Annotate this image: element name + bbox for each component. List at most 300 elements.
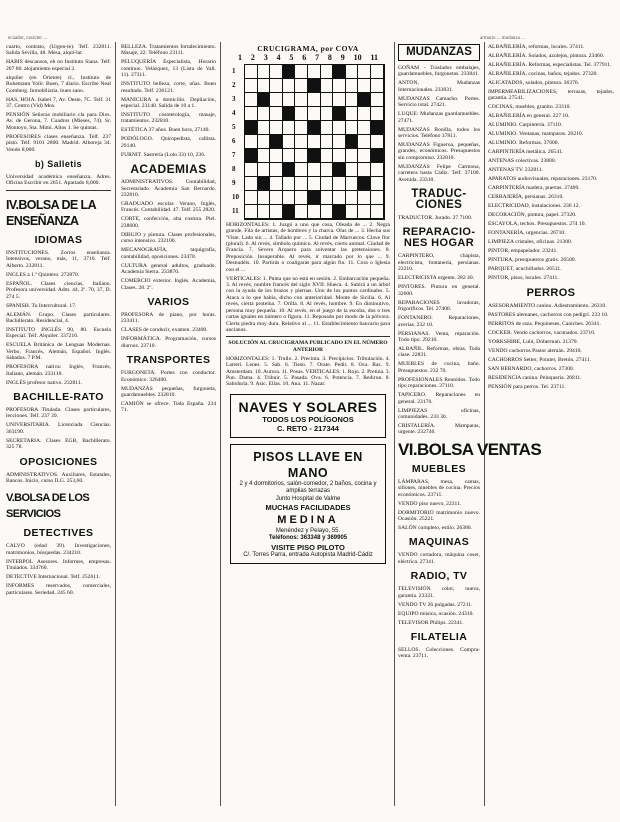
category-reparaciones: REPARACIO-NES HOGAR: [402, 226, 476, 250]
crossword-cell: [333, 149, 346, 163]
crossword-cell: [371, 93, 384, 107]
crossword-verticales: VERTICALES: 1. Punta que no está en sesión. 2. Embarcación pequeña. 3. Al revés, nombre francés del siglo XVII. Hueca. 4. Subirá a un árbol con la ayuda de los brazos y piernas. Uno de los puntos cardinales. 5. Ataca a lo que había, dicho con anterioridad. Monte de Sicilia. 6. Al revés, cierta proteína. 7. Orilla. 8. Al revés, hombre. 9. En diminutivo, persona muy pequeña. 10. Al revés, en el juego de la escoba, dos o tres cartas iguales en número o figura. 11. Reposado por modo de la pólvora. Cierta piedra muy dura. Relativo al ... 11. Establecimiento bancario para ancianos.: [226, 275, 390, 333]
crossword-cell: [308, 177, 321, 191]
column-rule: [394, 42, 395, 806]
crossword-black-cell: [258, 177, 271, 191]
crossword-cell: [371, 191, 384, 205]
crossword-row-number: 7: [232, 150, 236, 159]
crossword-row-number: 5: [232, 122, 236, 131]
crossword-cell: [245, 205, 258, 219]
classified-ad: APARATOS audiovisuales, reparaciones. 23170.: [488, 176, 598, 183]
classified-ad: PELUQUERÍA Especialista, Horario continuo. Velázquez, 13 (Lista de Vall. 11). 27311.: [121, 59, 216, 79]
crossword-row-numbers: [232, 64, 242, 218]
classified-ad: INSTITUTO cosmetología, masaje, tratamientos. 232810.: [121, 112, 216, 125]
crossword-column-number: 11: [370, 53, 378, 63]
classified-ad: ALICATADOS, solados, pintura. 36370.: [488, 80, 580, 86]
crossword-black-cell: [283, 65, 296, 79]
classified-ad: FONTANERO. Reparaciones, averías. 232 10.: [398, 315, 480, 328]
crossword-cell: [258, 205, 271, 219]
classified-ad: DORMITORIO matrimonio nuevo. Ocasión. 25221.: [398, 509, 480, 522]
crossword-horizontales: HORIZONTALES: 1. Juzgó a uno que cosa, Oleada de ... 2. Negra grande. Fila de artistas, de hombres y la charca. Olas de ... 3. Hecha sus 'Viste. Lado sin ... 4. Tallado por ... 5. Ciudad de Marruecos. Clave flor (plural). 6. Al revés, símbolo químico. Al revés, cierto animal. Ciudad de Francia. 7. Severo Arquero para solventar las pretensiones. 8. Preposición. Insuperable. Al revés, ir marcado por lo que ... 9. Desnudéis. 10. Partirás o coaligarás para algún fin. 11. Cora o Iglesia con el ...: [226, 221, 390, 273]
classified-ad: PROFESORA de piano, por horas. 233411.: [121, 311, 216, 325]
column-rule: [484, 42, 485, 806]
classified-ad: CACHORROS Setter, Pointer, Bretón. 27411.: [488, 356, 592, 363]
classified-ad: GOÑAM - Traslados embalajes, guardamuebles, furgonetas. 233841.: [398, 65, 480, 78]
column-rule: [220, 42, 221, 806]
crossword-cell: [295, 149, 308, 163]
classified-ad: MUDANZAS pequeñas, furgoneta, guardamuebles. 232810.: [121, 385, 216, 398]
category-perros: PERROS: [526, 286, 576, 299]
crossword-black-cell: [333, 65, 346, 79]
category-detectives: DETECTIVES: [23, 527, 94, 540]
crossword-cell: [321, 149, 334, 163]
crossword-row-number: 2: [232, 80, 236, 89]
classified-ad: ESCUELA Británica de Lenguas Modernas. Verbo, Francés, Alemán, Español. Inglés. Sábados. 7 P.M.: [6, 342, 111, 362]
crossword-cell: [358, 205, 371, 219]
classified-ad: PROFESORES clases enseñanza. Telf. 237 pisto. Telf. 9101 2800. Madrid. Alboreja 34. Vendo 8,000.: [6, 133, 111, 153]
crossword-cell: [346, 191, 359, 205]
crossword-row-number: 6: [232, 136, 236, 145]
classified-ad: TAPICERO. Reparaciones en general. 23170.: [398, 392, 480, 405]
crossword-cell: [371, 163, 384, 177]
classified-ad: PROFESORA nativa: Inglés, Francés, Italiano, alemán. 233110.: [6, 364, 111, 377]
classified-ad: SELLOS. Colecciones. Compra-venta. 23711.: [398, 647, 480, 660]
section-heading-servicios: V.BOLSA DE LOS SERVICIOS: [6, 492, 90, 521]
crossword-cell: [358, 79, 371, 93]
classified-ad: DIBUJO y pintura. Clases profesionales, curso intensivo. 232100.: [121, 231, 216, 245]
crossword-cell: [333, 121, 346, 135]
classified-ad: CAMIÓN se ofrece. Toda España. 234 71.: [121, 400, 216, 414]
classified-ad: MUEBLES de cocina, baño. Presupuestos. 232 70.: [398, 361, 480, 374]
crossword-black-cell: [346, 135, 359, 149]
classified-ad: CRISTALERÍA. Mamparas, urgente. 232746.: [398, 422, 480, 436]
crossword-cell: [346, 121, 359, 135]
crossword-row-number: 1: [232, 66, 236, 75]
crossword-black-cell: [245, 121, 258, 135]
ad-line: 2 y 4 dormitorios, salón-comedor, 2 baños, cocina y amplias terrazas: [239, 480, 377, 495]
category-academias: ACADEMIAS: [130, 162, 207, 177]
crossword-black-cell: [333, 107, 346, 121]
classified-ad: ALBAÑILERÍA. Solados, azulejos, pintura. 23460.: [488, 53, 605, 59]
crossword-cell: [333, 93, 346, 107]
crossword-cell: [245, 79, 258, 93]
crossword-black-cell: [258, 93, 271, 107]
crossword-cell: [333, 191, 346, 205]
category-mudanzas: MUDANZAS: [398, 44, 480, 61]
classified-ad: PODÓLOGO. Quiropedista, callista. 29140.: [121, 136, 216, 149]
crossword-cell: [283, 149, 296, 163]
crossword-cell: [308, 163, 321, 177]
classified-ad: INSTITUTO INGLÉS 90, 80. Escuela Especial. Telf. Alquiler. 337210.: [6, 326, 111, 340]
classified-ad: YORKSHIRE, Lulú, Dóberman. 21370.: [488, 338, 578, 345]
crossword-cell: [371, 79, 384, 93]
column-1: [6, 44, 111, 808]
crossword-cell: [258, 149, 271, 163]
crossword-column-number: 1: [238, 53, 242, 63]
crossword-cell: [283, 121, 296, 135]
ad-address: Menéndez y Pelayo, 55.: [275, 527, 341, 534]
classified-ad: REPARACIONES lavadoras, frigoríficos. Tel. 27400.: [398, 299, 480, 313]
crossword-cell: [258, 163, 271, 177]
crossword-black-cell: [308, 149, 321, 163]
crossword-cell: [283, 79, 296, 93]
category-radio-tv: RADIO, TV: [410, 570, 468, 583]
crossword-cell: [270, 79, 283, 93]
classified-ad: COCINAS, muebles, granito. 23310.: [488, 104, 571, 111]
crossword-cell: [346, 149, 359, 163]
classified-ad: COMERCIO exterior. Inglés. Academia, Clases. 28. 2º.: [121, 278, 216, 291]
crossword-row-number: 4: [232, 108, 236, 117]
crossword-cell: [346, 163, 359, 177]
crossword-cell: [358, 163, 371, 177]
classified-ad: ANTENAS TV. 232811.: [488, 167, 543, 174]
crossword-cell: [346, 205, 359, 219]
header-strip-left: ecuador, carácter ...: [8, 36, 47, 41]
column-4: [488, 44, 614, 808]
ad-pisos-llave: [230, 444, 386, 564]
crossword-black-cell: [371, 149, 384, 163]
crossword-cell: [258, 121, 271, 135]
classified-ad: PENSIÓN para perros. Tel. 23711.: [488, 383, 566, 390]
crossword-grid-area: [232, 64, 384, 222]
category-oposiciones: OPOSICIONES: [19, 455, 98, 468]
classified-ad: FURNIT. Sastrería (Lolo 33) 10, 236.: [121, 151, 206, 158]
crossword-grid: [244, 64, 385, 220]
ad-line: TODOS LOS POLÍGONOS: [262, 414, 354, 424]
crossword-cell: [358, 135, 371, 149]
category-filatelia: FILATELIA: [410, 631, 468, 643]
classified-ad: PASTORES alemanes, cachorros con pedigrí. 233 10.: [488, 311, 609, 318]
category-varios: VARIOS: [147, 295, 190, 308]
divider: [6, 190, 111, 191]
crossword-cell: [270, 65, 283, 79]
crossword-black-cell: [358, 93, 371, 107]
section-heading-ventas: VI.BOLSA VENTAS: [398, 439, 542, 459]
crossword-cell: [308, 107, 321, 121]
classified-ad: PERRITOS de raza. Pequineses, Caniches. 26341.: [488, 320, 601, 327]
crossword-black-cell: [308, 79, 321, 93]
classified-ad: ALBAÑILERÍA. Reformas, especialistas. Tel. 377911.: [488, 62, 612, 68]
header-strip-right: armario ... mudanza ...: [480, 36, 525, 41]
classified-ad: ALUMINIO. Carpintería. 37110.: [488, 122, 563, 129]
crossword-cell: [283, 191, 296, 205]
crossword-row-number: 3: [232, 94, 236, 103]
crossword-cell: [270, 205, 283, 219]
crossword-cell: [321, 163, 334, 177]
classified-ad: ESCAYOLA, techos. Presupuestos. 274 10.: [488, 221, 586, 228]
crossword-cell: [358, 191, 371, 205]
crossword-cell: [346, 65, 359, 79]
crossword-cell: [245, 135, 258, 149]
classified-ad: GRADUADO escolar. Verano, Inglés, Francés. Contabilidad. 47. Telf. 255 2820.: [121, 201, 216, 214]
crossword-column-number: 7: [315, 53, 320, 63]
crossword-column-number: 8: [327, 53, 332, 63]
classified-ad: MUDANZAS Figueroa, pequeñas, grandes, económicos. Presupuestos sin compromiso. 232810.: [398, 142, 480, 161]
crossword-cell: [358, 65, 371, 79]
classified-ad: ALBAÑIL. Reformas, obras. Toda clase. 22831.: [398, 345, 480, 359]
crossword-cell: [358, 149, 371, 163]
crossword-row-number: 9: [232, 178, 236, 187]
crossword-title: CRUCIGRAMA, por COVA: [257, 44, 359, 53]
classified-ad: INTERPOL Asesores. Informes, empresas. Titulados. 334760.: [6, 558, 111, 572]
classified-ad: cuarto, contrato, (Urgen-te). Telf. 232811. Salida Sevilla, 48. Mesa, alqui-lar.: [6, 44, 111, 57]
crossword-cell: [371, 135, 384, 149]
classified-ad: DETECTIVE Internacional. Telf. 252611.: [6, 574, 101, 581]
crossword-cell: [371, 177, 384, 191]
classified-ad: HAS, HOJA. Isabel 7, Av. Oeste, 7C. Telf. 31 37. Centro (Vid) Mos.: [6, 96, 111, 110]
classified-ad: ELECTRICISTA urgente. 282 40.: [398, 275, 475, 282]
classified-ad: VENDO piso nuevo, 22311.: [398, 500, 462, 507]
crossword-column-number: 2: [250, 53, 255, 63]
crossword-cell: [321, 135, 334, 149]
classified-ad: PROFESORA Titulada. Clases particulares, lecciones. Telf. 237 39.: [6, 406, 111, 420]
crossword-cell: [358, 107, 371, 121]
classified-ad: MUDANZAS Bonilla, todos los servicios. Teléfono 37811.: [398, 126, 480, 140]
crossword-row-number: 10: [232, 192, 239, 201]
crossword-black-cell: [283, 205, 296, 219]
classified-ad: VENDO cortadora, máquina coser, eléctrica. 27341.: [398, 552, 480, 565]
column-center: [226, 44, 390, 808]
classified-ad: SALÓN completo, estilo. 26380.: [398, 524, 472, 531]
classified-ad: CERRAJERÍA, persianas. 26310.: [488, 194, 564, 201]
crossword-cell: [295, 79, 308, 93]
ad-line: MUCHAS FACILIDADES: [265, 502, 351, 512]
crossword-cell: [308, 205, 321, 219]
classified-ad: ESPAÑOL. Clases ciencias, Italiano. Profesora universidad. Adm. 44, 2º. 70, 37, D. 274 5.: [6, 280, 111, 300]
classified-ad: ALBAÑILERÍA en general. 227 10.: [488, 113, 570, 120]
ad-line: C/. Torres Parra, entrada Autopista Madrid-Cádiz: [243, 551, 373, 558]
ad-phone: Teléfonos: 363348 y 369905: [268, 535, 348, 542]
classified-ad: alquiler (en Oriente) cl., Instituto de Ruhemann Yolir. Buen, 7 diario. Escribe Neal Gomberg. Inmobiliaria. buen sano.: [6, 74, 111, 94]
crossword-cell: [245, 191, 258, 205]
crossword-column-number: 10: [353, 53, 362, 63]
classified-ad: TRADUCTOR. Jurado. 27 7100.: [398, 215, 473, 222]
classified-ad: SPANISH. Tu Intercultural. 17.: [6, 302, 77, 309]
crossword-cell: [283, 177, 296, 191]
classified-ad: MUDANZAS Felipe Carmona, carretera hasta Cádiz. Telf. 37100. Avenida. 23310.: [398, 163, 480, 183]
crossword-cell: [258, 79, 271, 93]
crossword-cell: [346, 107, 359, 121]
crossword-cell: [333, 177, 346, 191]
classified-ad: FONTANERÍA, urgencias. 26710.: [488, 230, 566, 237]
crossword-cell: [245, 65, 258, 79]
classified-ad: FURGONETA. Portes con conductor. Económico. 326400.: [121, 370, 216, 383]
crossword-cell: [245, 107, 258, 121]
subsection-heading: b) Salletis: [35, 159, 82, 170]
classified-ad: ASESORAMIENTO canino. Adiestramiento. 26310.: [488, 302, 607, 309]
crossword-cell: [245, 177, 258, 191]
crossword-cell: [258, 107, 271, 121]
crossword-black-cell: [333, 205, 346, 219]
classified-ad: ESTÉTICA 37 años. Buen hora, 27140.: [121, 127, 210, 134]
crossword-cell: [346, 93, 359, 107]
classified-ad: IMPERMEABILIZACIONES, terrazas, tejados, garantía. 27541.: [488, 89, 614, 102]
crossword-cell: [321, 107, 334, 121]
crossword-black-cell: [283, 163, 296, 177]
crossword-black-cell: [270, 135, 283, 149]
crossword-cell: [371, 65, 384, 79]
classified-ad: SAN BERNARDO, cachorros. 27300.: [488, 365, 575, 372]
crossword-cell: [245, 93, 258, 107]
classified-ad: CULTURA general adultos, graduado. Academia Sierra. 233870.: [121, 262, 216, 276]
classified-ad: TELEVISIÓN color, nueva, garantía. 23321.: [398, 586, 480, 599]
ad-title: PISOS LLAVE EN MANO: [253, 449, 363, 480]
crossword-cell: [295, 163, 308, 177]
classified-ad: CORTE, confección, alta costura. Piel. 238600.: [121, 216, 216, 229]
classified-ad: CARPINTERÍA metálica. 26541.: [488, 149, 564, 156]
col1-top-ads: [6, 44, 111, 153]
crossword-column-numbers: [238, 55, 378, 61]
crossword-cell: [321, 121, 334, 135]
crossword-column-number: 6: [302, 53, 307, 63]
crossword-cell: [270, 107, 283, 121]
crossword-cell: [321, 93, 334, 107]
category-idiomas: IDIOMAS: [34, 233, 83, 246]
classified-ad: INSTITUCIONES. Zorros enseñanza. Intensivos, verano, más, 11, 3710. Telf. Alberto. 232811.: [6, 249, 111, 269]
crossword-black-cell: [245, 149, 258, 163]
crossword-cell: [295, 107, 308, 121]
crossword-cell: [295, 65, 308, 79]
classified-ad: INGLES a 1.ª Quintero. 272870.: [6, 271, 80, 278]
classified-ad: PERSIANAS. Venta, reparación. Todo tipo. 29210.: [398, 330, 480, 343]
ad-title: NAVES Y SOLARES: [238, 398, 378, 415]
classified-ad: ANTENAS colectivas. 23800.: [488, 158, 557, 165]
crossword-cell: [321, 79, 334, 93]
classified-ad: ALEMÁN. Grupo. Clases particulares. Bachillerato. Residencial, 4.: [6, 311, 111, 324]
crossword-cell: [270, 177, 283, 191]
crossword-column-number: 5: [289, 53, 294, 63]
crossword-cell: [258, 135, 271, 149]
classified-ad: ALUMINIO. Ventanas, mamparas. 26210.: [488, 131, 584, 138]
crossword-column-number: 9: [340, 53, 345, 63]
classified-ad: INFORMÁTICA. Programación, cursos diurnos. 23710.: [121, 336, 216, 349]
category-bachillerato: BACHILLE-RATO: [13, 390, 104, 403]
classified-ad: CLASES de conducir, examen. 23400.: [121, 327, 208, 334]
classified-ad: ALUMINIO. Reformas. 37600.: [488, 140, 559, 147]
crossword-cell: [295, 93, 308, 107]
crossword-cell: [245, 163, 258, 177]
classified-ad: Universidad académica enseñanza. Adres. Oficina Escribir en 2651. Apartado 8,000.: [6, 174, 111, 187]
classified-ad: VENDO TV 26 pulgadas. 27211.: [398, 601, 473, 608]
crossword-black-cell: [308, 191, 321, 205]
classified-ad: INSTITUTO belleza, corte, uñas. Buen resultado. Telf. 236121.: [121, 81, 216, 94]
ad-brand: MEDINA: [277, 513, 339, 526]
crossword-cell: [295, 121, 308, 135]
ad-naves-solares: [230, 394, 386, 438]
classified-ad: BELLEZA. Tratamientos fortalecimiento. Masaje, 22. Teléfono 23111.: [121, 44, 216, 57]
crossword-cell: [270, 121, 283, 135]
crossword-cell: [308, 135, 321, 149]
category-transportes: TRANSPORTES: [126, 354, 211, 367]
crossword-cell: [358, 121, 371, 135]
classified-ad: ADMINISTRATIVOS. Contabilidad, Secretariado. Academia San Bernardo. 232810.: [121, 179, 216, 199]
section-heading-ensenanza: IV.BOLSA DE LA ENSEÑANZA: [6, 197, 96, 228]
crossword-cell: [295, 205, 308, 219]
crossword-cell: [283, 93, 296, 107]
classified-ad: CARPINTERÍA madera, puertas. 27400.: [488, 185, 580, 192]
crossword-cell: [270, 93, 283, 107]
crossword-cell: [321, 205, 334, 219]
classified-ad: MANICURA a domicilio. Depilación, especial. 23140. Salida de 10 a 1.: [121, 96, 216, 110]
classified-ad: LIMPIEZA cristales, oficinas. 21300.: [488, 239, 573, 246]
crossword-row-number: 8: [232, 164, 236, 173]
crossword-cell: [295, 191, 308, 205]
classified-ad: UNIVERSITARIA. Licenciada Ciencias. 363190.: [6, 422, 111, 435]
crossword-column-number: 4: [276, 53, 281, 63]
crossword-cell: [308, 93, 321, 107]
crossword-cell: [283, 135, 296, 149]
crossword-cell: [321, 191, 334, 205]
crossword-cell: [321, 177, 334, 191]
crossword-cell: [333, 79, 346, 93]
crossword-cell: [295, 135, 308, 149]
classified-ad: LUQUE: Mudanzas guardamuebles. 27471.: [398, 111, 480, 124]
classified-ad: SECRETARIA. Clases EGB, Bachillerato. 325 78.: [6, 437, 111, 451]
classified-ad: EQUIPO música, ocasión. 24310.: [398, 610, 474, 617]
classified-ad: PINTOR, empapelador. 23241.: [488, 248, 558, 255]
classified-ad: INFORMES reservados, comerciales, particulares. Seriedad. 245 60.: [6, 583, 111, 596]
classified-ad: LÁMPARAS, mesa, camas, sillones, muebles de cocina. Precios económicos. 23711.: [398, 478, 480, 498]
crossword-cell: [371, 107, 384, 121]
category-maquinas: MAQUINAS: [408, 536, 470, 549]
category-traducciones: TRADUC-CIONES: [411, 188, 467, 212]
classified-ad: VENDO cachorros Pastor alemán. 29410.: [488, 347, 582, 354]
crossword-cell: [346, 79, 359, 93]
classified-ad: PINTOR, pisos, locales. 27411.: [488, 275, 559, 282]
classified-ad: COCKER. Vendo cachorros, vacunados. 23710.: [488, 329, 596, 336]
crossword-black-cell: [283, 107, 296, 121]
crossword-cell: [321, 65, 334, 79]
crossword-column-number: 3: [263, 53, 268, 63]
classified-ad: ALBAÑILERÍA, cocinas, baños, tejados. 27320.: [488, 71, 598, 77]
crossword-solution-title: SOLUCIÓN AL CRUCIGRAMA PUBLICADO EN EL NÚMERO ANTERIOR: [228, 340, 388, 353]
classified-ad: PINTORES. Pintura en general. 32600.: [398, 284, 480, 297]
classified-ad: TELEVISOR Philips. 22341.: [398, 619, 464, 626]
classified-ad: DECORACIÓN, pintura, papel. 27320.: [488, 212, 577, 219]
crossword-cell: [270, 191, 283, 205]
classified-ad: LIMPIEZAS oficinas, comunidades. 233 30.: [398, 407, 480, 420]
ad-phone: C. RETO - 217344: [277, 423, 339, 433]
classified-ad: CALVO (edad 39). Investigaciones, matrimonios, búsquedas. 234210.: [6, 543, 111, 556]
crossword-black-cell: [358, 177, 371, 191]
ad-line: Junto Hospital de Valme: [275, 495, 341, 502]
category-muebles: MUEBLES: [411, 462, 467, 475]
ad-line: VISITE PISO PILOTO: [271, 542, 345, 552]
crossword-cell: [270, 149, 283, 163]
column-rule: [115, 42, 116, 806]
divider: [226, 336, 390, 337]
classified-ad: MECANOGRAFÍA, taquigrafía, contabilidad, oposiciones. 23470.: [121, 247, 216, 260]
crossword-cell: [308, 65, 321, 79]
crossword-cell: [371, 205, 384, 219]
classified-ad: PENSIÓN Señoras mobiliario cla para Dios. Av. de Gerona, 7. Cuadros (Mieses, 74). Sr. Montoyo, Sta. Mimi. Altos 1. Se quintas.: [6, 112, 111, 131]
crossword-cell: [346, 177, 359, 191]
classified-ad: ANTON, Mudanzas Internacionales. 233831.: [398, 80, 480, 93]
crossword-row-number: 11: [232, 206, 239, 215]
classified-ad: ADMINISTRATIVOS. Auxiliares, Estatales, Bancos. Inicio, curso ILG. 253,60.: [6, 471, 111, 484]
crossword-cell: [258, 65, 271, 79]
crossword-cell: [295, 177, 308, 191]
crossword-black-cell: [308, 121, 321, 135]
classified-ad: PROFESIONALES Reunidos. Todo tipo reparaciones. 37110.: [398, 376, 480, 390]
classified-ad: PARQUET, acuchillados. 26511.: [488, 266, 562, 273]
crossword-cell: [333, 135, 346, 149]
crossword-solution: HORIZONTALES: 1. Trullo. 2. Precinta. 3. Precipicios. Tribulación. 4. Latreri. Lenes. 5. Sab. 6. Tieso. 7. Orate. Pedir. 8. Oca. Rac. 9. Amsterdam. 10. Aurora. 11. Posas. VERTICALES: 1. Rojo. 2. Pretina. 3. Pun. Dama. 4. Tribuir. 5. Pasada. Ova. 6. Potencia. 7. Rediron. 8. Sabiduría. 9. Asic. Ellas. 10. Ana. 11. Nazar.: [226, 355, 390, 388]
classified-ad: MUDANZAS Camacho. Portes. Servicio total. 27421.: [398, 95, 480, 109]
classified-ad: HABIS descansos, eh no Instituto Siana. Telf. 207 80. alojamiento especial 2.: [6, 59, 111, 72]
column-2: [121, 44, 216, 808]
classified-ad: CARPINTERO, chapista, electricista, fontanería, persianas. 23210.: [398, 253, 480, 273]
